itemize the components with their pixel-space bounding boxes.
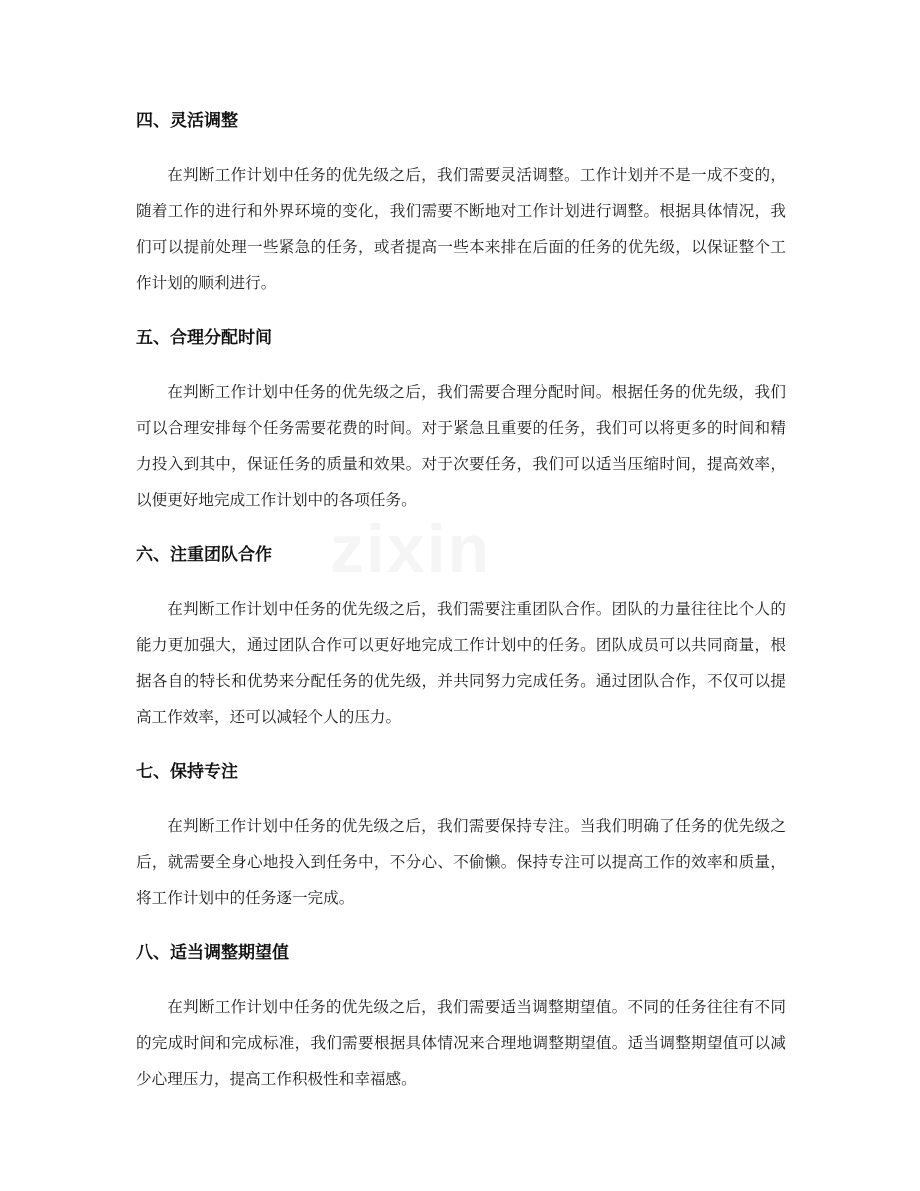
section-paragraph: 在判断工作计划中任务的优先级之后，我们需要注重团队合作。团队的力量往往比个人的能力更加强大，通过团队合作可以更好地完成工作计划中的任务。团队成员可以共同商量，根据各自的特长和优势来分配任务的优先级，并共同努力完成任务。通过团队合作，不仅可以提高工作效率，还可以减轻个人的压力。 [136, 600, 786, 726]
section-teamwork [136, 537, 786, 735]
section-paragraph: 在判断工作计划中任务的优先级之后，我们需要保持专注。当我们明确了任务的优先级之后，就需要全身心地投入到任务中，不分心、不偷懒。保持专注可以提高工作的效率和质量，将工作计划中的任务逐一完成。 [136, 817, 786, 907]
section-time-allocation [136, 320, 786, 518]
section-heading: 八、适当调整期望值 [136, 943, 289, 963]
section-paragraph: 在判断工作计划中任务的优先级之后，我们需要合理分配时间。根据任务的优先级，我们可以合理安排每个任务需要花费的时间。对于紧急且重要的任务，我们可以将更多的时间和精力投入到其中，保证任务的质量和效果。对于次要任务，我们可以适当压缩时间，提高效率，以便更好地完成工作计划中的各项任务。 [136, 383, 786, 509]
document-body [136, 103, 786, 1116]
section-adjust-expectations [136, 935, 786, 1097]
section-heading: 七、保持专注 [136, 762, 238, 782]
section-heading: 五、合理分配时间 [136, 328, 272, 348]
section-flexible-adjustment [136, 103, 786, 301]
watermark: zixin [330, 511, 492, 587]
section-paragraph: 在判断工作计划中任务的优先级之后，我们需要灵活调整。工作计划并不是一成不变的，随着工作的进行和外界环境的变化，我们需要不断地对工作计划进行调整。根据具体情况，我们可以提前处理一些紧急的任务，或者提高一些本来排在后面的任务的优先级，以保证整个工作计划的顺利进行。 [136, 166, 786, 292]
section-heading: 四、灵活调整 [136, 111, 238, 131]
section-paragraph: 在判断工作计划中任务的优先级之后，我们需要适当调整期望值。不同的任务往往有不同的完成时间和完成标准，我们需要根据具体情况来合理地调整期望值。适当调整期望值可以减少心理压力，提高工作积极性和幸福感。 [136, 998, 786, 1088]
section-stay-focused [136, 754, 786, 916]
section-heading: 六、注重团队合作 [136, 545, 272, 565]
